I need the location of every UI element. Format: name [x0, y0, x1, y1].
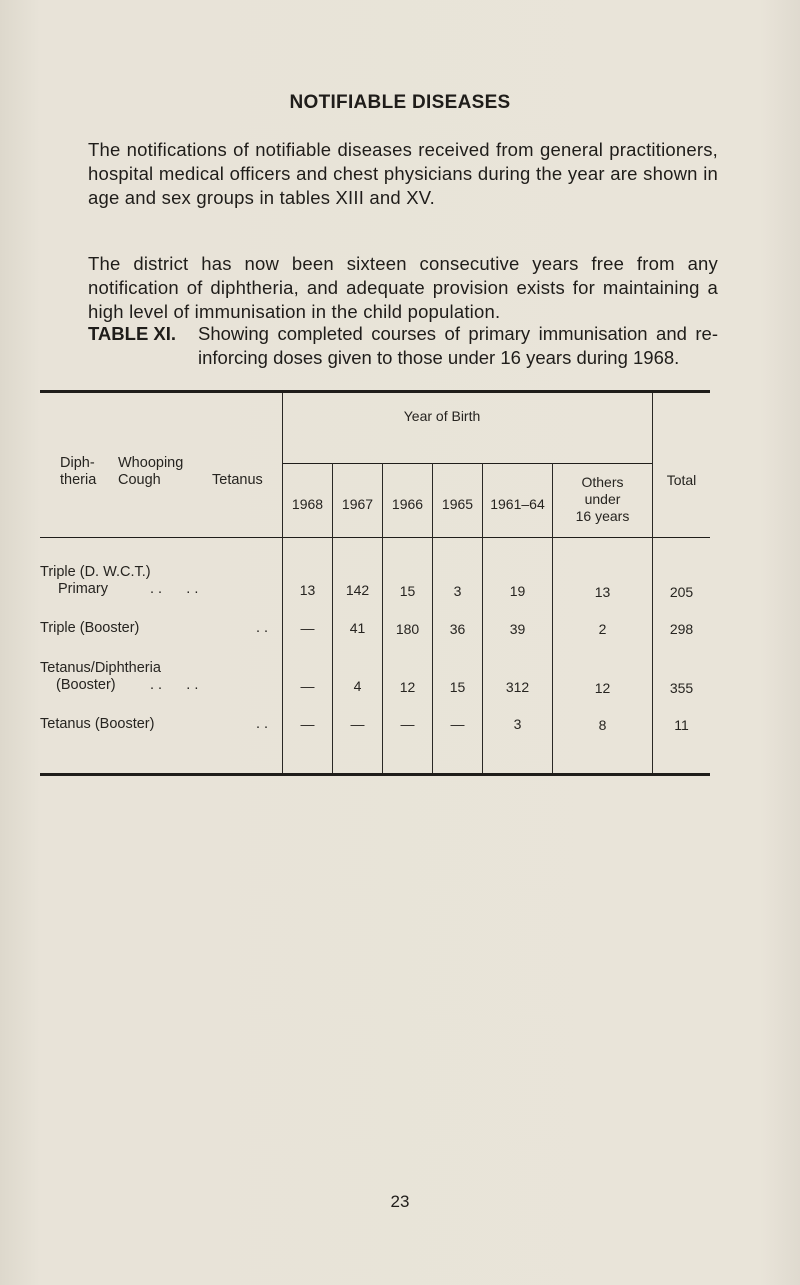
header-theria: theria [60, 472, 97, 488]
table-cell: 3 [453, 583, 462, 599]
header-bottom-rule [40, 537, 710, 538]
table-cell: 298 [669, 621, 694, 637]
row-dots: . . . . [150, 581, 199, 597]
table-cell: — [450, 716, 465, 732]
page-heading: NOTIFIABLE DISEASES [289, 92, 511, 113]
table-cell: 12 [594, 680, 611, 696]
table-cell: — [400, 716, 415, 732]
col-header-1968: 1968 [291, 496, 324, 512]
row-label-tetanus-booster: Tetanus (Booster) [40, 716, 155, 732]
table-cell: 312 [505, 679, 530, 695]
col-header-total: Total [666, 472, 697, 488]
table-cell: 12 [399, 679, 416, 695]
row-dots: . . . . [150, 677, 199, 693]
col-header-others-1: Others [581, 474, 624, 490]
table-cell: 4 [353, 678, 362, 694]
table-cell: 15 [449, 679, 466, 695]
subheader-rule [282, 463, 652, 464]
header-whooping: Whooping [118, 455, 184, 471]
table-cell: 142 [345, 582, 370, 598]
table-cell: 36 [449, 621, 466, 637]
table-bottom-rule [40, 773, 710, 776]
row-dots: . . [256, 620, 269, 636]
table-cell: 3 [513, 716, 522, 732]
table-cell: 8 [598, 717, 607, 733]
table-cell: 41 [349, 620, 366, 636]
table-caption-text: Showing completed courses of primary immunisation and re-inforcing doses given to those under 16 years during 1968. [198, 323, 718, 368]
table-cell: 205 [669, 584, 694, 600]
table-caption-label: TABLE XI. [88, 323, 177, 344]
table-cell: 355 [669, 680, 694, 696]
col-rule-7 [652, 393, 653, 773]
table-cell: — [300, 678, 315, 694]
row-label-triple-booster: Triple (Booster) [40, 620, 140, 636]
row-label-triple-primary-1: Triple (D. W.C.T.) [40, 564, 151, 580]
table-cell: 19 [509, 583, 526, 599]
header-diph: Diph- [60, 455, 95, 471]
row-label-triple-primary-2: Primary [58, 581, 108, 597]
table-top-rule [40, 390, 710, 393]
row-dots: . . [256, 716, 269, 732]
table-cell: 15 [399, 583, 416, 599]
paragraph-notifications: The notifications of notifiable diseases received from general practitioners, hospital medical officers and chest physicians during the year are shown in age and sex groups in tables XIII and XV. [88, 139, 718, 208]
table-cell: 13 [299, 582, 316, 598]
col-header-others-2: under [584, 491, 621, 507]
header-year-of-birth: Year of Birth [403, 408, 481, 424]
table-cell: 2 [598, 621, 607, 637]
header-tetanus: Tetanus [212, 472, 263, 488]
col-header-1967: 1967 [341, 496, 374, 512]
header-cough: Cough [118, 472, 161, 488]
table-cell: 11 [674, 717, 689, 733]
table-cell: — [300, 716, 315, 732]
table-cell: — [300, 620, 315, 636]
page-number: 23 [390, 1192, 410, 1211]
row-label-tetanus-diphtheria-2: (Booster) [56, 677, 116, 693]
table-cell: 39 [509, 621, 526, 637]
table-cell: 13 [594, 584, 611, 600]
col-header-1965: 1965 [441, 496, 474, 512]
table-cell: — [350, 716, 365, 732]
col-header-1966: 1966 [391, 496, 424, 512]
col-header-others-3: 16 years [575, 508, 630, 524]
row-label-tetanus-diphtheria-1: Tetanus/Diphtheria [40, 660, 161, 676]
paragraph-diphtheria: The district has now been sixteen consecutive years free from any notification of diphtheria, and adequate provision exists for maintaining a high level of immunisation in the child population. [88, 253, 718, 322]
table-cell: 180 [395, 621, 420, 637]
col-header-1961-64: 1961–64 [490, 496, 545, 512]
